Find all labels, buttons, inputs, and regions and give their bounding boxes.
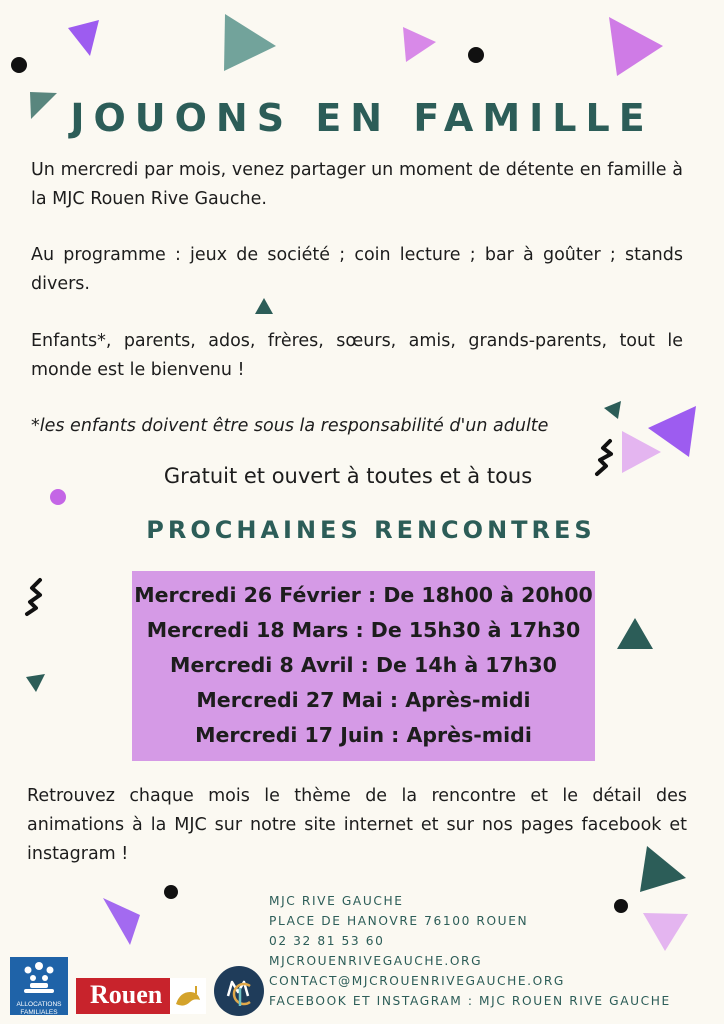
audience-paragraph: Enfants*, parents, ados, frères, sœurs, amis, grands-parents, tout le monde est le bienvenu !	[31, 331, 683, 380]
date-item: Mercredi 18 Mars : De 15h30 à 17h30	[146, 618, 581, 642]
free-entry-text: Gratuit et ouvert à toutes et à tous	[163, 464, 533, 488]
date-item: Mercredi 17 Juin : Après-midi	[195, 723, 532, 747]
caf-label-line1: ALLOCATIONS	[16, 1001, 62, 1008]
purple-dot-decoration	[50, 489, 66, 505]
caf-label-line2: FAMILIALES	[20, 1009, 58, 1016]
contact-email[interactable]: CONTACT@MJCROUENRIVEGAUCHE.ORG	[269, 974, 565, 988]
lilac-triangle-decoration	[403, 27, 436, 62]
supervision-note: *les enfants doivent être sous la responsabilité d'un adulte	[31, 416, 549, 436]
zigzag-decoration	[27, 580, 40, 614]
contact-block	[269, 891, 724, 1011]
teal-triangle-decoration	[255, 298, 273, 314]
purple-triangle-decoration	[68, 20, 99, 56]
rouen-label: Rouen	[90, 980, 163, 1009]
black-dot-decoration	[11, 57, 27, 73]
caf-family-icon	[10, 957, 68, 997]
dates-box	[132, 571, 595, 761]
rouen-logo	[76, 978, 206, 1014]
contact-address: PLACE DE HANOVRE 76100 ROUEN	[269, 914, 529, 928]
date-item: Mercredi 27 Mai : Après-midi	[196, 688, 531, 712]
teal-triangle-decoration	[617, 618, 653, 649]
page-title: JOUONS EN FAMILLE	[70, 96, 654, 140]
contact-social[interactable]: FACEBOOK ET INSTAGRAM : MJC ROUEN RIVE GAUCHE	[269, 994, 671, 1008]
section-title: PROCHAINES RENCONTRES	[146, 516, 596, 544]
programme-paragraph: Au programme : jeux de société ; coin lecture ; bar à goûter ; stands divers.	[31, 245, 683, 294]
mjc-emblem-icon	[214, 966, 264, 1016]
outro-paragraph: Retrouvez chaque mois le thème de la rencontre et le détail des animations à la MJC sur notre site internet et sur nos pages facebook et instagram !	[27, 786, 687, 864]
date-item: Mercredi 8 Avril : De 14h à 17h30	[170, 653, 557, 677]
intro-paragraph: Un mercredi par mois, venez partager un moment de détente en famille à la MJC Rouen Rive Gauche.	[31, 160, 683, 209]
contact-phone[interactable]: 02 32 81 53 60	[269, 934, 385, 948]
teal-triangle-decoration	[224, 14, 276, 71]
caf-logo	[10, 957, 68, 1015]
purple-triangle-decoration	[103, 898, 140, 945]
contact-website[interactable]: MJCROUENRIVEGAUCHE.ORG	[269, 954, 483, 968]
rouen-lamb-icon	[170, 978, 206, 1014]
date-item: Mercredi 26 Février : De 18h00 à 20h00	[134, 583, 593, 607]
mjc-logo	[214, 966, 264, 1016]
black-dot-decoration	[468, 47, 484, 63]
teal-triangle-decoration	[26, 674, 45, 692]
lilac-triangle-decoration	[609, 17, 663, 76]
contact-name: MJC RIVE GAUCHE	[269, 894, 404, 908]
black-dot-decoration	[164, 885, 178, 899]
